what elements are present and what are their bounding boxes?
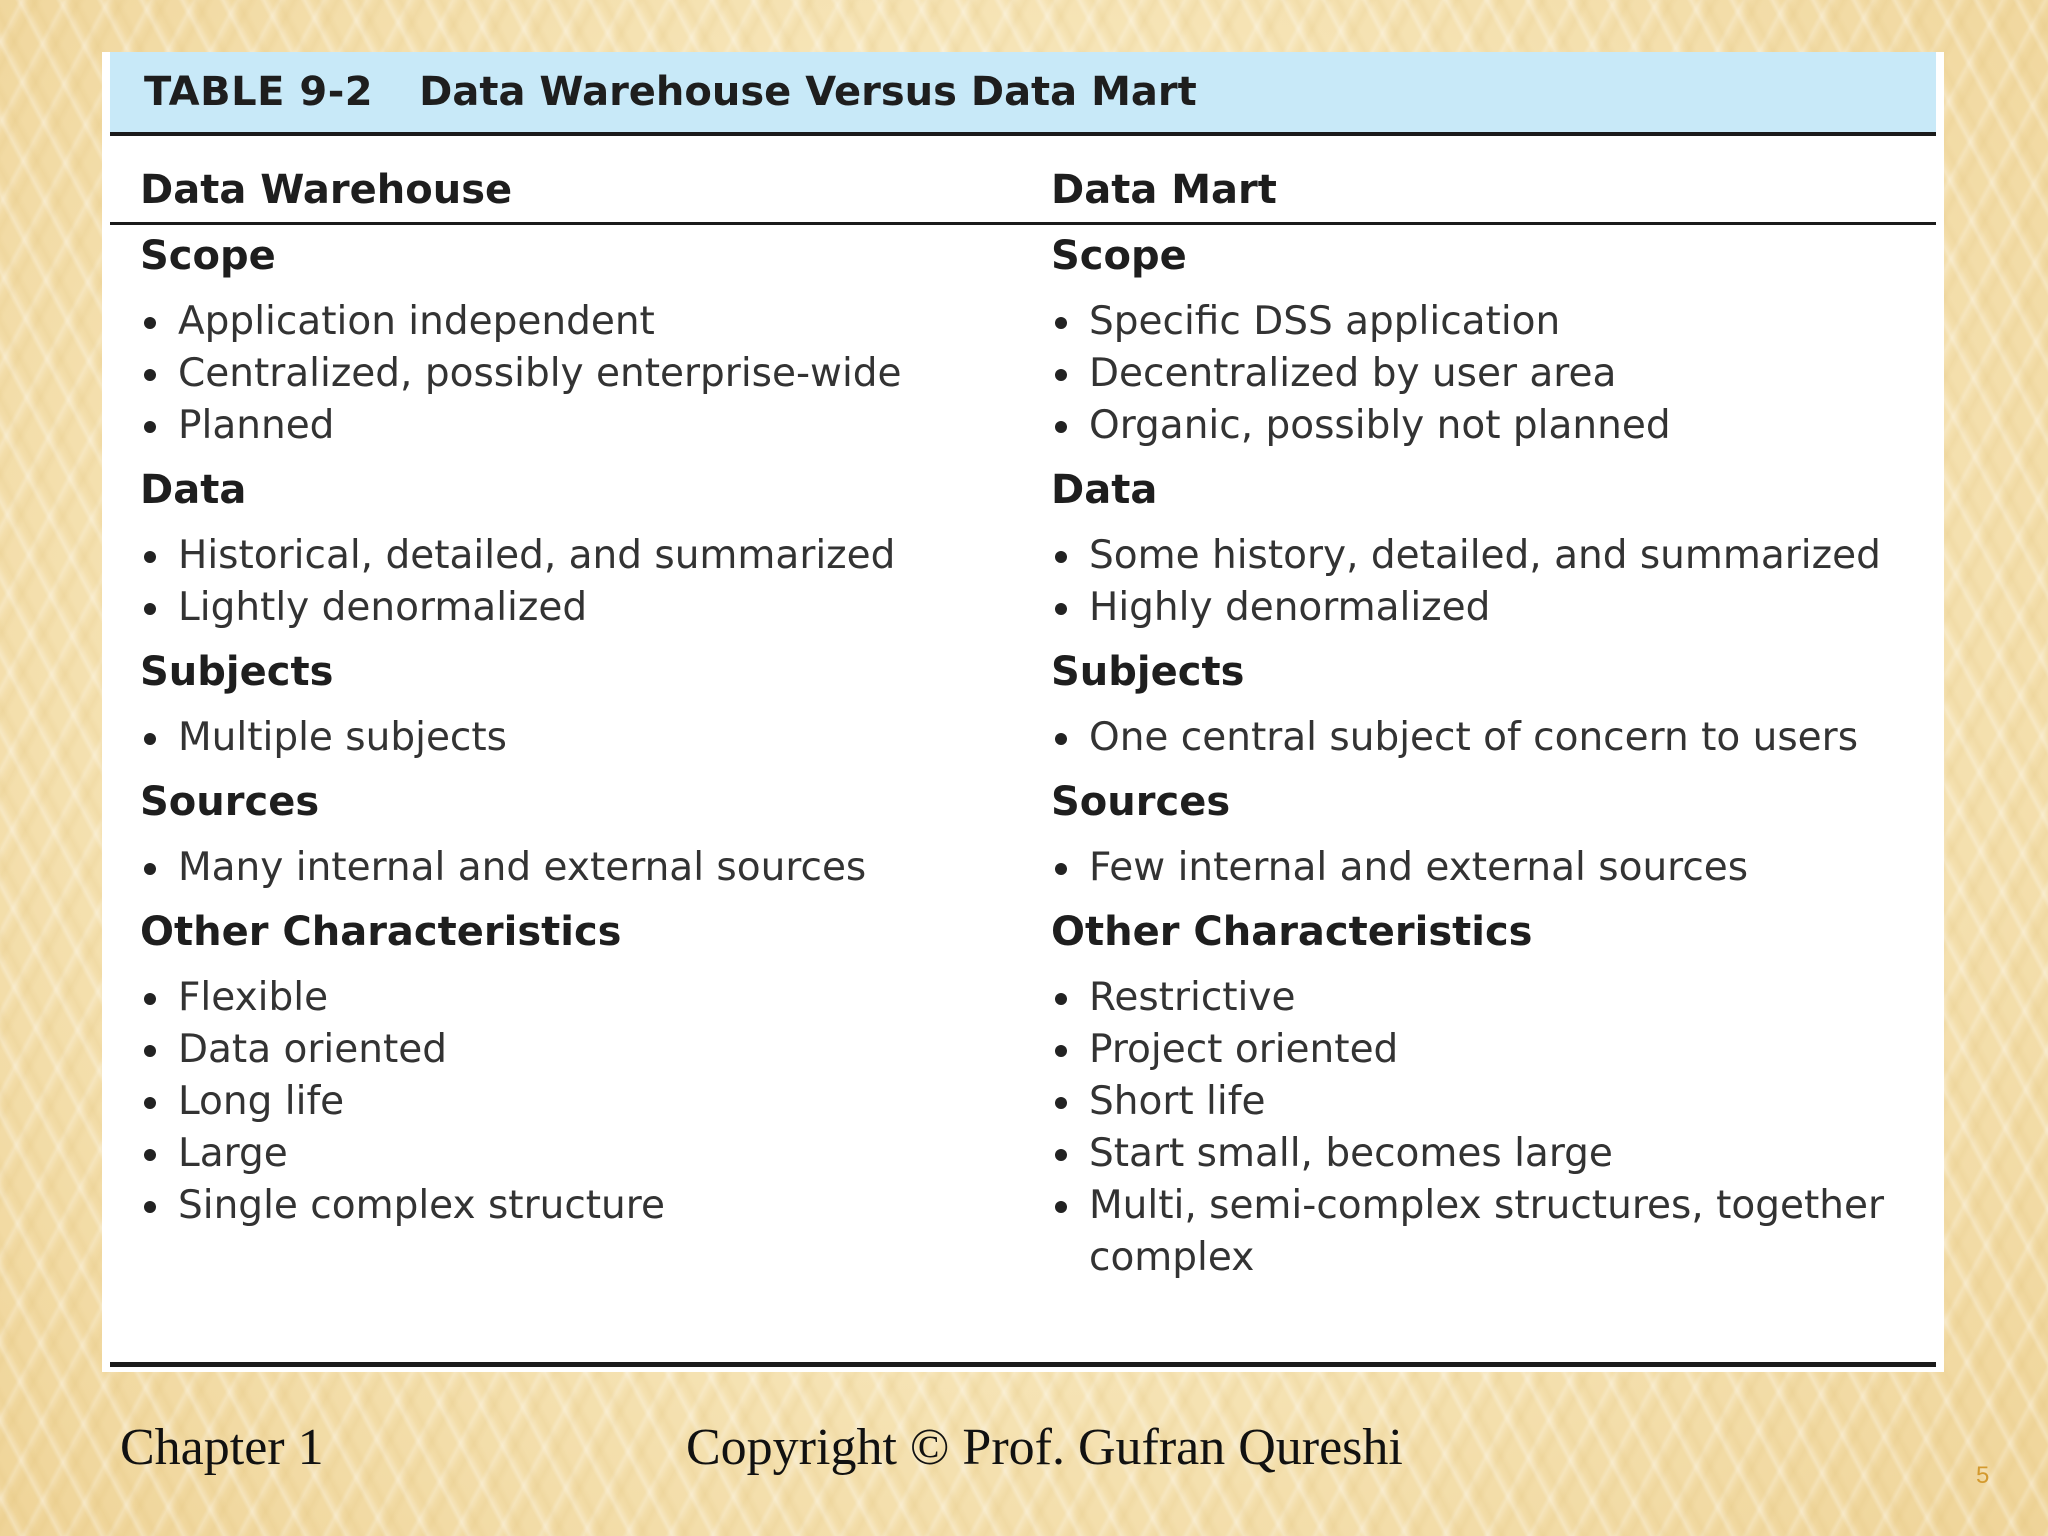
section-other-characteristics xyxy=(140,906,1020,1232)
bullet-list xyxy=(140,712,1020,764)
list-item: Single complex structure xyxy=(140,1180,1020,1232)
list-item: One central subject of concern to users xyxy=(1051,712,1931,764)
list-item: Large xyxy=(140,1128,1020,1180)
table-title: Data Warehouse Versus Data Mart xyxy=(419,69,1197,115)
section-heading: Data xyxy=(1051,467,1158,513)
table-caption xyxy=(110,52,1936,136)
list-item: Some history, detailed, and summarized xyxy=(1051,530,1931,582)
list-item: Historical, detailed, and summarized xyxy=(140,530,1020,582)
list-item: Lightly denormalized xyxy=(140,582,1020,634)
bullet-list xyxy=(140,296,1020,452)
list-item: Planned xyxy=(140,400,1020,452)
section-sources xyxy=(140,776,1020,894)
bullet-list xyxy=(1051,842,1931,894)
list-item: Many internal and external sources xyxy=(140,842,1020,894)
list-item: Data oriented xyxy=(140,1024,1020,1076)
section-subjects xyxy=(1051,646,1931,764)
list-item: Project oriented xyxy=(1051,1024,1931,1076)
section-heading: Scope xyxy=(140,233,276,279)
section-subjects xyxy=(140,646,1020,764)
list-item: Short life xyxy=(1051,1076,1931,1128)
list-item: Multi, semi-complex structures, together complex xyxy=(1051,1180,1931,1284)
section-heading: Scope xyxy=(1051,233,1187,279)
bullet-list xyxy=(140,972,1020,1232)
bullet-list xyxy=(1051,296,1931,452)
section-heading: Other Characteristics xyxy=(140,909,622,955)
section-scope xyxy=(1051,230,1931,452)
comparison-table xyxy=(102,52,1944,1372)
column-header-data-mart: Data Mart xyxy=(1051,167,1277,213)
data-warehouse-column xyxy=(140,230,1020,1244)
section-heading: Subjects xyxy=(140,649,334,695)
table-number: TABLE 9-2 xyxy=(144,69,374,115)
table-bottom-divider xyxy=(110,1362,1936,1367)
list-item: Decentralized by user area xyxy=(1051,348,1931,400)
slide-page-number: 5 xyxy=(1976,1462,1990,1489)
list-item: Application independent xyxy=(140,296,1020,348)
header-divider xyxy=(110,222,1936,225)
list-item: Restrictive xyxy=(1051,972,1931,1024)
footer-chapter: Chapter 1 xyxy=(120,1419,324,1476)
footer-copyright: Copyright © Prof. Gufran Qureshi xyxy=(686,1419,1403,1476)
bullet-list xyxy=(1051,972,1931,1284)
bullet-list xyxy=(1051,712,1931,764)
list-item: Centralized, possibly enterprise-wide xyxy=(140,348,1020,400)
list-item: Organic, possibly not planned xyxy=(1051,400,1931,452)
column-header-data-warehouse: Data Warehouse xyxy=(140,167,513,213)
section-other-characteristics xyxy=(1051,906,1931,1284)
list-item: Multiple subjects xyxy=(140,712,1020,764)
list-item: Highly denormalized xyxy=(1051,582,1931,634)
section-sources xyxy=(1051,776,1931,894)
list-item: Specific DSS application xyxy=(1051,296,1931,348)
data-mart-column xyxy=(1051,230,1931,1296)
list-item: Long life xyxy=(140,1076,1020,1128)
section-heading: Subjects xyxy=(1051,649,1245,695)
section-heading: Data xyxy=(140,467,247,513)
section-heading: Sources xyxy=(1051,779,1231,825)
section-heading: Other Characteristics xyxy=(1051,909,1533,955)
section-heading: Sources xyxy=(140,779,320,825)
section-data xyxy=(140,464,1020,634)
list-item: Flexible xyxy=(140,972,1020,1024)
bullet-list xyxy=(1051,530,1931,634)
list-item: Start small, becomes large xyxy=(1051,1128,1931,1180)
bullet-list xyxy=(140,530,1020,634)
section-scope xyxy=(140,230,1020,452)
list-item: Few internal and external sources xyxy=(1051,842,1931,894)
section-data xyxy=(1051,464,1931,634)
bullet-list xyxy=(140,842,1020,894)
